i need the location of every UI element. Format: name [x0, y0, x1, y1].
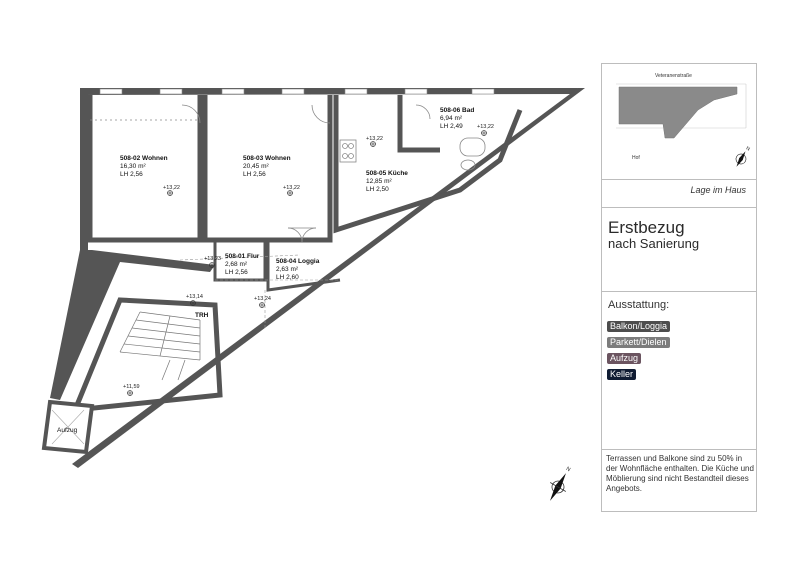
feature-tag-parquet: Parkett/Dielen	[607, 337, 670, 348]
svg-text:+13,24: +13,24	[254, 296, 271, 302]
feature-tag-elevator: Aufzug	[607, 353, 641, 364]
map-north-icon	[732, 144, 753, 170]
svg-text:508-06 Bad: 508-06 Bad	[440, 107, 475, 114]
svg-text:+13,22: +13,22	[163, 185, 180, 191]
location-caption: Lage im Haus	[690, 185, 746, 195]
svg-text:LH 2,49: LH 2,49	[440, 123, 463, 130]
svg-text:508-03 Wohnen: 508-03 Wohnen	[243, 155, 291, 162]
svg-text:16,30 m²: 16,30 m²	[120, 163, 146, 170]
room-508-03-label	[243, 155, 300, 191]
svg-text:508-01 Flur: 508-01 Flur	[225, 253, 260, 260]
feature-tag-cellar: Keller	[607, 369, 636, 380]
location-map	[602, 64, 756, 174]
svg-text:+13,23: +13,23	[204, 256, 221, 262]
building-footprint	[619, 87, 737, 138]
svg-text:LH 2,56: LH 2,56	[225, 269, 248, 276]
features-heading: Ausstattung:	[608, 299, 670, 311]
street-label: Veteranenstraße	[655, 73, 692, 79]
disclaimer-note: Terrassen und Balkone sind zu 50% in der Wohnfläche enthalten. Die Küche und Möblierung sind nicht Bestandteil dieses Angebots.	[606, 454, 754, 493]
svg-text:LH 2,56: LH 2,56	[243, 171, 266, 178]
svg-text:+13,22: +13,22	[283, 185, 300, 191]
svg-text:508-04 Loggia: 508-04 Loggia	[276, 258, 320, 265]
stair-level-bottom: +11,59	[123, 384, 140, 390]
stair-level-top: +13,14	[186, 294, 203, 300]
room-508-06-label	[440, 107, 494, 130]
svg-text:20,45 m²: 20,45 m²	[243, 163, 269, 170]
svg-text:12,85 m²: 12,85 m²	[366, 178, 392, 185]
svg-text:508-02 Wohnen: 508-02 Wohnen	[120, 155, 168, 162]
room-508-01-label	[204, 253, 260, 276]
svg-text:+13,22: +13,22	[477, 124, 494, 130]
courtyard-label: Hof	[632, 155, 640, 161]
svg-text:+13,22: +13,22	[366, 136, 383, 142]
room-508-02-label	[120, 155, 180, 191]
thin-walls	[90, 105, 485, 242]
svg-text:LH 2,56: LH 2,56	[120, 171, 143, 178]
svg-text:508-05 Küche: 508-05 Küche	[366, 170, 408, 177]
info-panel	[601, 63, 757, 512]
map-north-label: N	[744, 145, 751, 153]
title-line-2: nach Sanierung	[608, 236, 700, 251]
svg-text:2,68 m²: 2,68 m²	[225, 261, 248, 268]
north-arrow-icon	[542, 463, 577, 506]
svg-text:LH 2,50: LH 2,50	[366, 186, 389, 193]
stair-label: TRH	[195, 312, 209, 319]
lift-label: Aufzug	[57, 427, 78, 434]
title-line-1: Erstbezug	[608, 218, 685, 237]
svg-text:LH 2,60: LH 2,60	[276, 274, 299, 281]
svg-text:6,94 m²: 6,94 m²	[440, 115, 463, 122]
feature-tag-balcony: Balkon/Loggia	[607, 321, 670, 332]
svg-text:2,63 m²: 2,63 m²	[276, 266, 299, 273]
north-label: N	[564, 466, 572, 474]
